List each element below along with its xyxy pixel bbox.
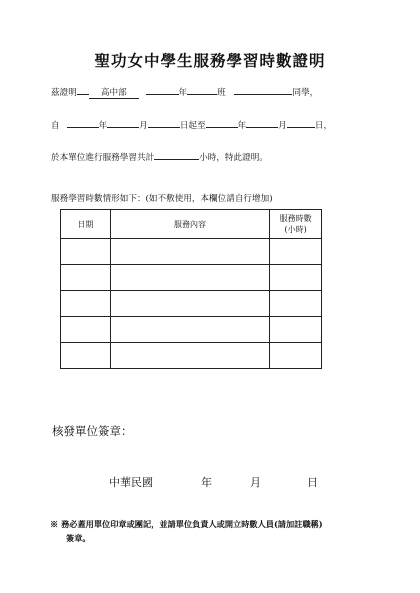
class-field[interactable] [187, 84, 217, 95]
table-row [61, 265, 322, 291]
service-hours-table [60, 209, 322, 369]
header-hours [270, 210, 322, 239]
hours-cell[interactable] [270, 239, 322, 265]
from-prefix: 自 [51, 121, 60, 131]
year-label: 年 [201, 476, 212, 489]
period-line [51, 117, 332, 131]
hours-cell[interactable] [270, 291, 322, 317]
end-year-field[interactable] [206, 117, 238, 128]
table-row [61, 239, 322, 265]
date-cell[interactable] [61, 291, 111, 317]
header-date: 日期 [61, 210, 111, 239]
table-intro: 服務學習時數情形如下：(如不敷使用，本欄位請自行增加) [51, 194, 273, 204]
date-cell[interactable] [61, 265, 111, 291]
note-mark: ※ [50, 519, 59, 529]
start-month-field[interactable] [107, 117, 139, 128]
footnote [50, 517, 395, 545]
hours-suffix: 小時，特此證明。 [199, 153, 268, 163]
student-suffix: 同學， [292, 88, 319, 98]
start-day-field[interactable] [148, 117, 180, 128]
grade-suffix: 年 [178, 88, 188, 98]
start-year-suffix: 年 [98, 121, 108, 131]
end-year-suffix: 年 [237, 121, 247, 131]
header-content: 服務內容 [110, 210, 269, 239]
start-day-suffix: 日起至 [179, 121, 206, 131]
content-cell[interactable] [110, 291, 269, 317]
content-cell[interactable] [110, 317, 269, 343]
document-title: 聖功女中學生服務學習時數證明 [94, 51, 326, 70]
date-cell[interactable] [61, 343, 111, 369]
hours-cell[interactable] [270, 317, 322, 343]
grade-field[interactable] [146, 84, 179, 95]
table-row [61, 317, 322, 343]
date-cell[interactable] [61, 317, 111, 343]
total-hours-field[interactable] [154, 149, 199, 160]
end-month-field[interactable] [246, 117, 278, 128]
content-cell[interactable] [110, 239, 269, 265]
table-header-row [61, 210, 322, 239]
hours-cell[interactable] [270, 343, 322, 369]
student-name-field[interactable] [234, 84, 292, 95]
start-month-suffix: 月 [139, 121, 148, 131]
era-label: 中華民國 [109, 476, 153, 489]
month-label: 月 [250, 476, 261, 489]
table-row [61, 343, 322, 369]
end-day-suffix: 日， [314, 121, 333, 131]
class-suffix: 班 [217, 88, 226, 98]
end-month-suffix: 月 [278, 121, 287, 131]
day-label: 日 [307, 476, 318, 489]
note-line1: 務必蓋用單位印章或團記，並請單位負責人或開立時數人員(請加註職稱) [61, 519, 323, 529]
start-year-field[interactable] [67, 117, 99, 128]
school-division: 高中部 [89, 88, 139, 99]
hours-cell[interactable] [270, 265, 322, 291]
date-cell[interactable] [61, 239, 111, 265]
certify-prefix: 茲證明 [51, 88, 77, 98]
blank-before-school[interactable] [77, 84, 89, 95]
header-hours-unit: (小時) [284, 225, 307, 234]
hours-prefix: 於本單位進行服務學習共計 [51, 153, 155, 163]
content-cell[interactable] [110, 343, 269, 369]
signature-label: 核發單位簽章： [52, 424, 133, 438]
table-row [61, 291, 322, 317]
student-line [51, 84, 318, 99]
content-cell[interactable] [110, 265, 269, 291]
note-line2: 簽章。 [66, 533, 91, 543]
hours-line [51, 149, 268, 163]
header-hours-label: 服務時數 [279, 214, 312, 223]
end-day-field[interactable] [287, 117, 315, 128]
